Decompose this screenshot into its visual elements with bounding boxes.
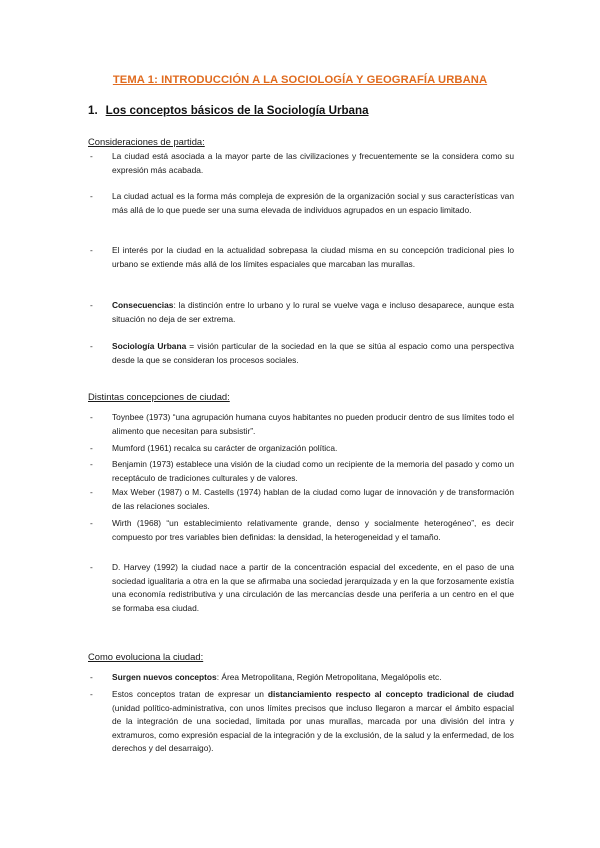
list-item — [88, 244, 514, 271]
item-text: Wirth (1968) “un establecimiento relativamente grande, denso y socialmente heterogéneo”, es decir compuesto por tres variables bien definidas: la densidad, la heterogeneidad y el tamaño. — [112, 518, 514, 542]
list-item — [88, 561, 514, 615]
list-item — [88, 190, 514, 217]
section-title: Los conceptos básicos de la Sociología Urbana — [105, 104, 369, 117]
consideraciones-label: Consideraciones de partida: — [88, 136, 205, 147]
bullet-dash: - — [90, 672, 93, 682]
bullet-dash: - — [90, 300, 93, 310]
bullet-dash: - — [90, 341, 93, 351]
list-item — [88, 340, 514, 367]
section-number: 1. — [88, 104, 98, 117]
bullet-dash: - — [90, 689, 93, 699]
bullet-dash: - — [90, 487, 93, 497]
item-text: = visión particular de la sociedad en la que se sitúa al espacio como una perspectiva desde la que se consideran los procesos sociales. — [112, 341, 514, 365]
concepciones-label: Distintas concepciones de ciudad: — [88, 391, 230, 402]
item-text: La ciudad actual es la forma más compleja de expresión de la organización social y sus características van más allá de lo que puede ser una suma elevada de individuos agrupados en un espacio limitado. — [112, 191, 514, 215]
list-item — [88, 458, 514, 485]
item-text: La ciudad está asociada a la mayor parte de las civilizaciones y frecuentemente se la considera como su expresión más acabada. — [112, 151, 514, 175]
item-bold: Sociología Urbana — [112, 341, 187, 351]
list-item — [88, 688, 514, 756]
item-text: : Área Metropolitana, Región Metropolitana, Megalópolis etc. — [216, 672, 442, 682]
evoluciona-label: Como evoluciona la ciudad: — [88, 651, 204, 662]
list-item — [88, 150, 514, 177]
item-bold: Surgen nuevos conceptos — [112, 672, 217, 682]
list-item — [88, 671, 514, 685]
item-text: : la distinción entre lo urbano y lo rural se vuelve vaga e incluso desaparece, aunque esta situación no deja de ser extrema. — [112, 300, 514, 324]
item-text-continued: (unidad político-administrativa, con unos límites precisos que incluso llegaron a marcar el ámbito espacial de la integración de una sociedad, limitada por unas murallas, marcada por una división del intra y extramuros, como expresión espacial de la integración y de la exclusión, de la salud y la enfermedad, de los derechos y del desarraigo). — [112, 702, 514, 753]
bullet-dash: - — [90, 562, 93, 572]
bullet-dash: - — [90, 151, 93, 161]
document-title: TEMA 1: INTRODUCCIÓN A LA SOCIOLOGÍA Y GEOGRAFÍA URBANA — [112, 74, 488, 86]
item-text: Max Weber (1987) o M. Castells (1974) hablan de la ciudad como lugar de innovación y de transformación de las relaciones sociales. — [112, 487, 514, 511]
item-text: Mumford (1961) recalca su carácter de organización política. — [112, 443, 338, 453]
bullet-dash: - — [90, 191, 93, 201]
bullet-dash: - — [90, 518, 93, 528]
item-text: D. Harvey (1992) la ciudad nace a partir de la concentración espacial del excedente, en el paso de una sociedad igualitaria a otra en la que se afirmaba una sociedad jerarquizada y en la que forzosamente existía una economía redistributiva y una circulación de las mercancías desde una periferia a un centro en el que se formaba esa ciudad. — [112, 562, 514, 613]
list-item — [88, 517, 514, 544]
section-heading — [88, 104, 369, 117]
list-item — [88, 442, 514, 456]
item-bold: distanciamiento respecto al concepto tradicional de ciudad — [267, 689, 515, 699]
list-item — [88, 411, 514, 438]
list-item — [88, 299, 514, 326]
bullet-dash: - — [90, 412, 93, 422]
item-bold: Consecuencias — [112, 300, 174, 310]
item-text: El interés por la ciudad en la actualidad sobrepasa la ciudad misma en su concepción tradicional pies lo urbano se extiende más allá de los límites espaciales que marcaban las murallas. — [112, 245, 514, 269]
bullet-dash: - — [90, 245, 93, 255]
item-text: Toynbee (1973) “una agrupación humana cuyos habitantes no pueden producir dentro de sus límites todo el alimento que necesitan para subsistir”. — [112, 412, 514, 436]
bullet-dash: - — [90, 459, 93, 469]
item-text: Benjamin (1973) establece una visión de la ciudad como un recipiente de la memoria del pasado y como un receptáculo de tradiciones culturales y de valores. — [112, 459, 514, 483]
item-text: Estos conceptos tratan de expresar un — [112, 689, 268, 699]
bullet-dash: - — [90, 443, 93, 453]
list-item — [88, 486, 514, 513]
